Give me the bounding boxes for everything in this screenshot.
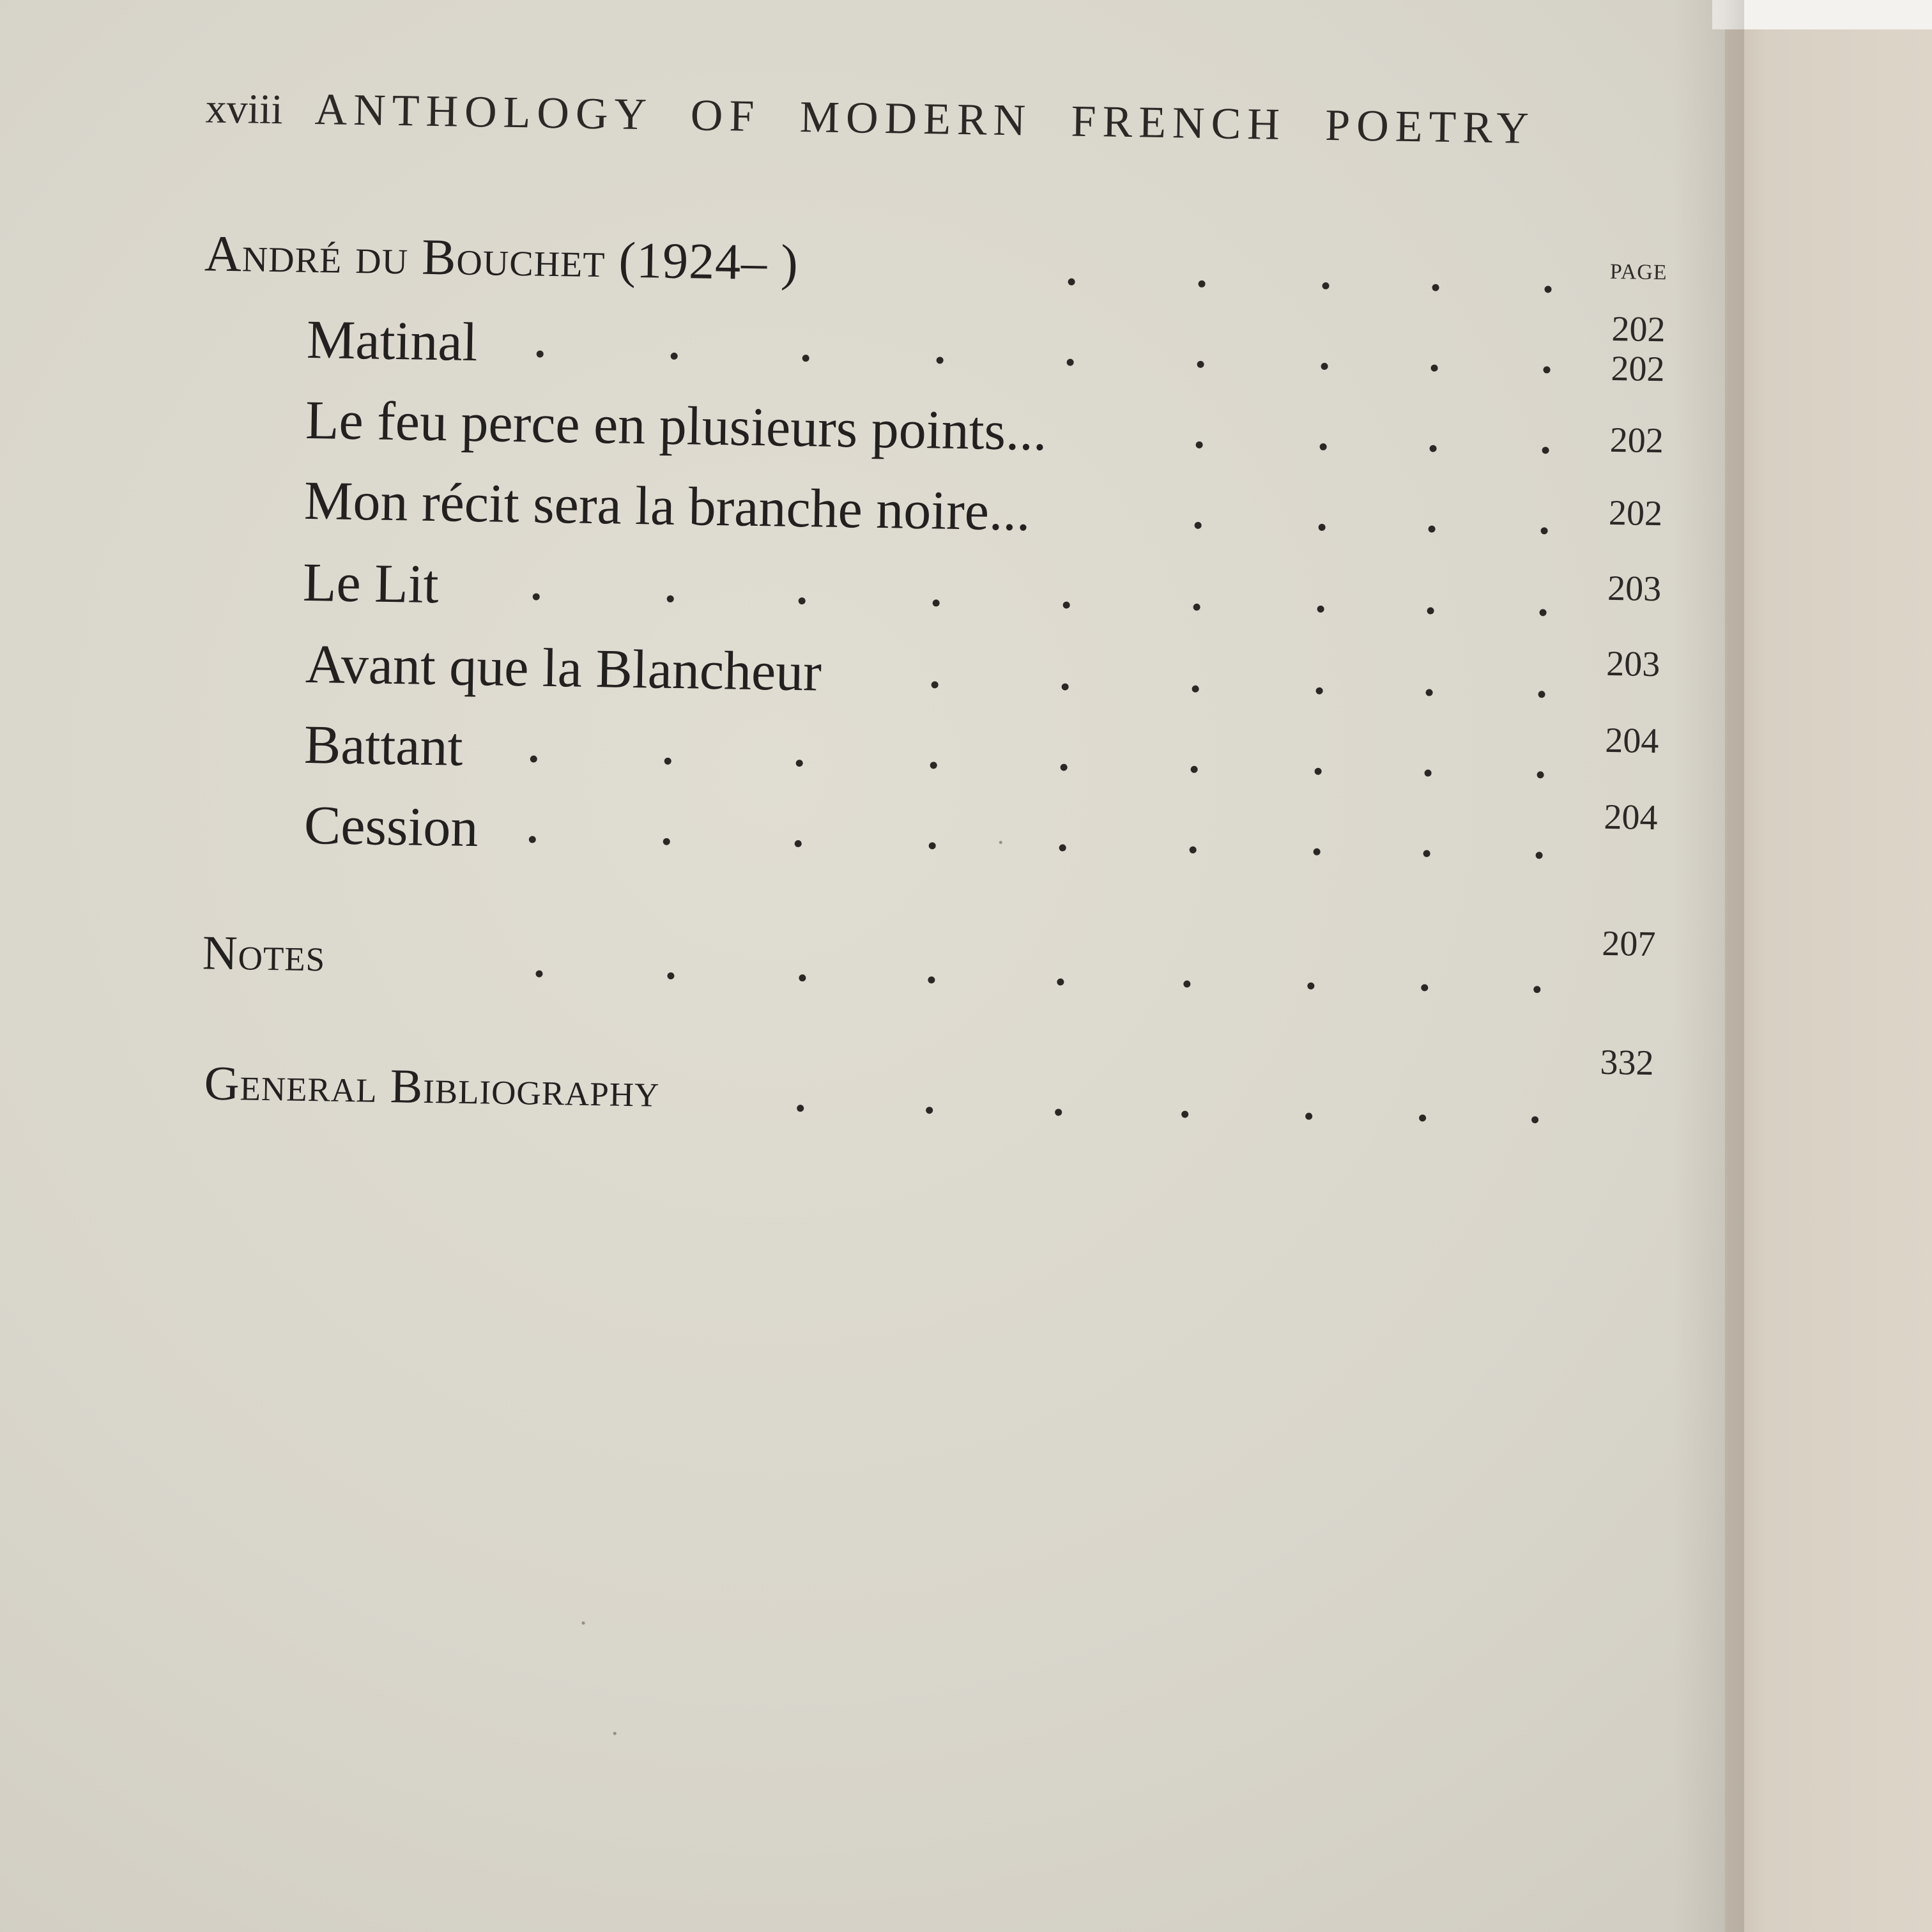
- leader-dot: [1540, 527, 1547, 534]
- leader-dot: [663, 838, 670, 845]
- running-head: [205, 80, 1535, 155]
- page-column-label: PAGE: [1609, 259, 1667, 285]
- page-number: 202: [1608, 493, 1663, 534]
- leader-dot: [928, 976, 935, 983]
- leader-dot: [1061, 763, 1068, 770]
- leader-dot: [1062, 684, 1069, 691]
- toc-entry: [0, 383, 1669, 473]
- page-number: 203: [1607, 568, 1662, 610]
- leader-dot: [1190, 847, 1197, 854]
- page-number: 202: [1611, 348, 1666, 390]
- leader-dot: [1059, 844, 1066, 851]
- leader-dot: [1183, 981, 1190, 988]
- leader-dot: [1432, 284, 1439, 291]
- leader-dot: [796, 760, 803, 767]
- leader-dot: [937, 356, 944, 364]
- book-title: ANTHOLOGY OF MODERN FRENCH POETRY: [314, 85, 1536, 154]
- leader-dot: [537, 351, 544, 358]
- section-title: Notes: [202, 926, 326, 982]
- poem-title: Battant: [303, 713, 464, 778]
- leader-dot: [1067, 359, 1074, 366]
- leader-dot: [1068, 279, 1075, 286]
- leader-dot: [1193, 604, 1200, 611]
- page-number: 332: [1600, 1042, 1654, 1084]
- leader-dot: [1425, 769, 1432, 776]
- leader-dot: [1537, 771, 1544, 778]
- leader-dot: [799, 597, 806, 604]
- toc-entry: [0, 545, 1667, 635]
- leader-dot: [1429, 445, 1436, 452]
- leader-dot: [930, 762, 937, 769]
- page-number: 203: [1606, 643, 1660, 685]
- leader-dot: [1320, 443, 1327, 450]
- leader-dot: [802, 355, 809, 362]
- toc-entry-notes: [0, 922, 1660, 1012]
- adjacent-page-edge: [1725, 29, 1932, 1932]
- leader-dot: [1531, 1116, 1538, 1123]
- leader-dot: [1430, 365, 1438, 372]
- leader-dot: [667, 595, 674, 602]
- leader-dot: [1316, 687, 1323, 694]
- leader-dot: [1423, 850, 1430, 857]
- leader-dot: [1533, 986, 1540, 993]
- leader-dot: [1314, 848, 1321, 855]
- toc-entry: [0, 707, 1664, 797]
- leader-dot: [1543, 366, 1550, 373]
- poem-title: Matinal: [306, 308, 479, 373]
- paper-speck: [581, 1621, 585, 1625]
- page-folio: xviii: [205, 85, 284, 134]
- page-number: 202: [1611, 309, 1666, 350]
- leader-dot: [1319, 524, 1326, 531]
- poem-title: Cession: [303, 793, 479, 859]
- paper-speck: [613, 1732, 617, 1735]
- leader-dot: [929, 842, 936, 849]
- leader-dot: [671, 353, 678, 360]
- leader-dot: [1305, 1113, 1312, 1120]
- leader-dot: [1197, 361, 1204, 368]
- leader-dot: [535, 970, 542, 977]
- toc-entry: [0, 788, 1663, 878]
- leader-dot: [933, 599, 940, 606]
- paper-speck: [999, 841, 1002, 844]
- leader-dot: [1307, 983, 1314, 990]
- leader-dot: [1544, 286, 1551, 293]
- leader-dot: [1427, 607, 1434, 614]
- leader-dot: [1425, 689, 1432, 696]
- leader-dot: [664, 758, 671, 765]
- background-strip: [1712, 0, 1932, 29]
- leader-dot: [1192, 686, 1199, 693]
- toc-entry: [0, 302, 1671, 392]
- leader-dot: [799, 974, 806, 981]
- leader-dot: [1198, 280, 1205, 288]
- leader-dot: [931, 681, 939, 688]
- page-number: 204: [1604, 720, 1659, 762]
- leader-dot: [1429, 525, 1436, 532]
- leader-dot: [1419, 1114, 1426, 1121]
- leader-dot: [1421, 984, 1428, 991]
- leader-dot: [530, 755, 537, 762]
- leader-dot: [1539, 609, 1546, 616]
- leader-dot: [1542, 447, 1549, 454]
- toc-entry: [0, 627, 1666, 717]
- leader-dot: [529, 836, 536, 843]
- section-title: General Bibliography: [204, 1056, 661, 1117]
- leader-dot: [926, 1107, 933, 1114]
- leader-dot: [667, 972, 674, 979]
- page-number: 207: [1601, 923, 1656, 965]
- page-number: 204: [1604, 797, 1659, 838]
- toc-entry: [0, 463, 1668, 553]
- leader-dot: [1321, 363, 1328, 370]
- leader-dot: [1191, 766, 1198, 773]
- author-heading: André du Bouchet (1924– ): [204, 226, 799, 291]
- page-number: 202: [1609, 420, 1664, 461]
- leader-dot: [533, 593, 540, 600]
- poem-title: Le feu perce en plusieurs points...: [305, 388, 1048, 463]
- leader-dot: [1322, 282, 1329, 289]
- poem-title: Mon récit sera la branche noire...: [303, 469, 1031, 542]
- leader-dot: [1181, 1111, 1188, 1118]
- leader-dot: [1317, 606, 1324, 613]
- leader-dot: [1055, 1108, 1062, 1116]
- leader-dot: [1063, 602, 1070, 609]
- leader-dot: [1195, 522, 1202, 529]
- leader-dot: [795, 840, 802, 847]
- page-gutter-shadow: [1674, 0, 1744, 1932]
- leader-dot: [1538, 691, 1545, 698]
- leader-dot: [797, 1105, 804, 1112]
- poem-title: Le Lit: [302, 551, 440, 615]
- leader-dot: [1196, 441, 1203, 448]
- toc-entry-bibliography: [0, 1042, 1659, 1142]
- leader-dot: [1057, 978, 1064, 985]
- leader-dot: [1315, 768, 1322, 775]
- leader-dot: [1536, 852, 1543, 859]
- poem-title: Avant que la Blancheur: [305, 632, 822, 703]
